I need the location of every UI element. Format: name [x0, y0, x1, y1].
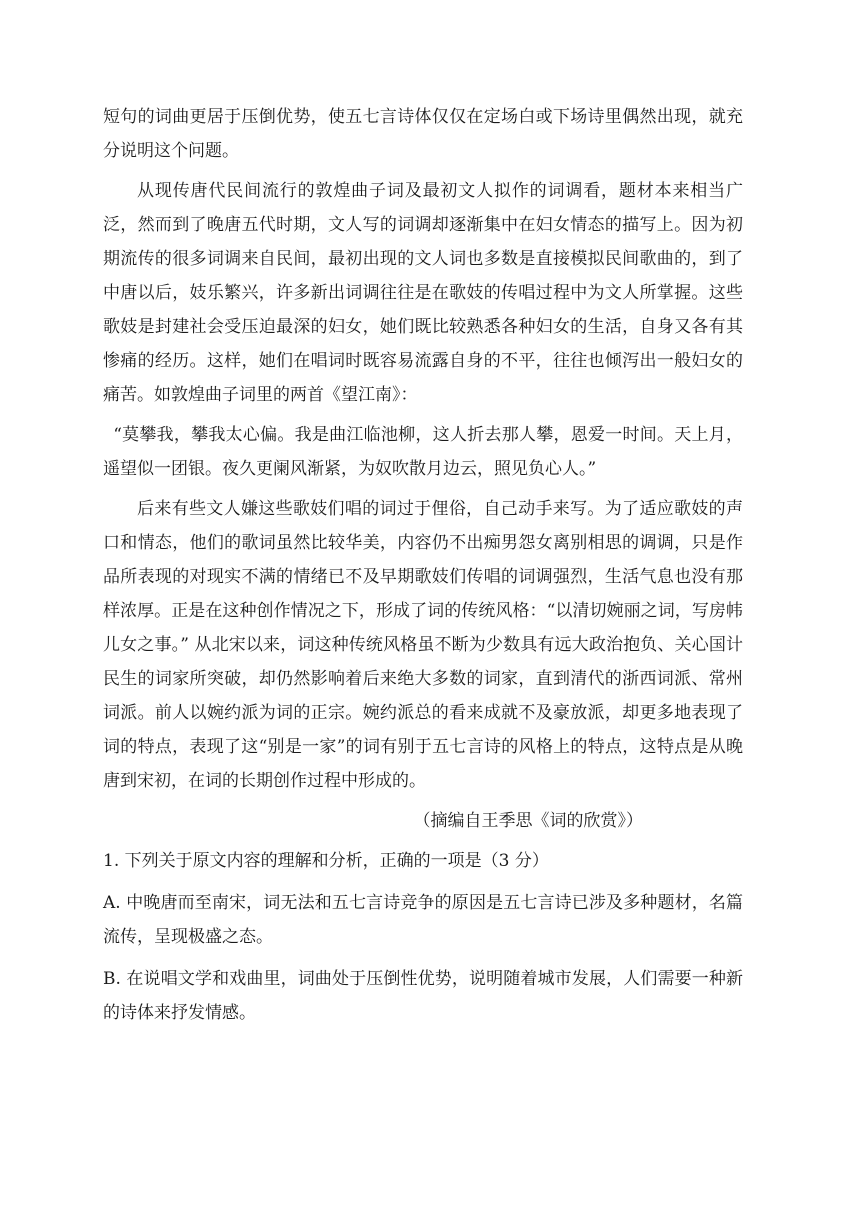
quoted-wangjiangnan: “莫攀我，攀我太心偏。我是曲江临池柳，这人折去那人攀，恩爱一时间。天上月，遥望似一团银。夜久更阑风渐紧，为奴吹散月边云，照见负心人。” [103, 425, 743, 479]
question-stem: 1. 下列关于原文内容的理解和分析，正确的一项是（3 分） [103, 851, 549, 871]
paragraph-dunhuang-ci: 从现传唐代民间流行的敦煌曲子词及最初文人拟作的词调看，题材本来相当广泛，然而到了晚唐五代时期，文人写的词调却逐渐集中在妇女情态的描写上。因为初期流传的很多词调来自民间，最初出现的文人词也多数是直接模拟民间歌曲的，到了中唐以后，妓乐繁兴，许多新出词调往往是在歌妓的传唱过程中为文人所掌握。这些歌妓是封建社会受压迫最深的妇女，她们既比较熟悉各种妇女的生活，自身又各有其惨痛的经历。这样，她们在唱词时既容易流露自身的不平，往往也倾泻出一般妇女的痛苦。如敦煌曲子词里的两首《望江南》： [103, 181, 743, 405]
option-b: B. 在说唱文学和戏曲里，词曲处于压倒性优势，说明随着城市发展，人们需要一种新的诗体来抒发情感。 [103, 969, 743, 1023]
document-page [103, 100, 743, 1038]
paragraph-traditional-style: 后来有些文人嫌这些歌妓们唱的词过于俚俗，自己动手来写。为了适应歌妓的声口和情态，他们的歌词虽然比较华美，内容仍不出痴男怨女离别相思的调调，只是作品所表现的对现实不满的情绪已不及早期歌妓们传唱的词调强烈，生活气息也没有那样浓厚。正是在这种创作情况之下，形成了词的传统风格：“以清切婉丽之词，写房帏儿女之事。” 从北宋以来，词这种传统风格虽不断为少数具有远大政治抱负、关心国计民生的词家所突破，却仍然影响着后来绝大多数的词家，直到清代的浙西词派、常州词派。前人以婉约派为词的正宗。婉约派总的看来成就不及豪放派，却更多地表现了词的特点，表现了这“别是一家”的词有别于五七言诗的风格上的特点，这特点是从晚唐到宋初，在词的长期创作过程中形成的。 [103, 499, 743, 791]
source-citation: （摘编自王季思《词的欣赏》） [413, 811, 643, 831]
option-a: A. 中晚唐而至南宋，词无法和五七言诗竞争的原因是五七言诗已涉及多种题材，名篇流传，呈现极盛之态。 [103, 893, 743, 947]
paragraph-continuation: 短句的词曲更居于压倒优势，使五七言诗体仅仅在定场白或下场诗里偶然出现，就充分说明这个问题。 [103, 107, 743, 161]
